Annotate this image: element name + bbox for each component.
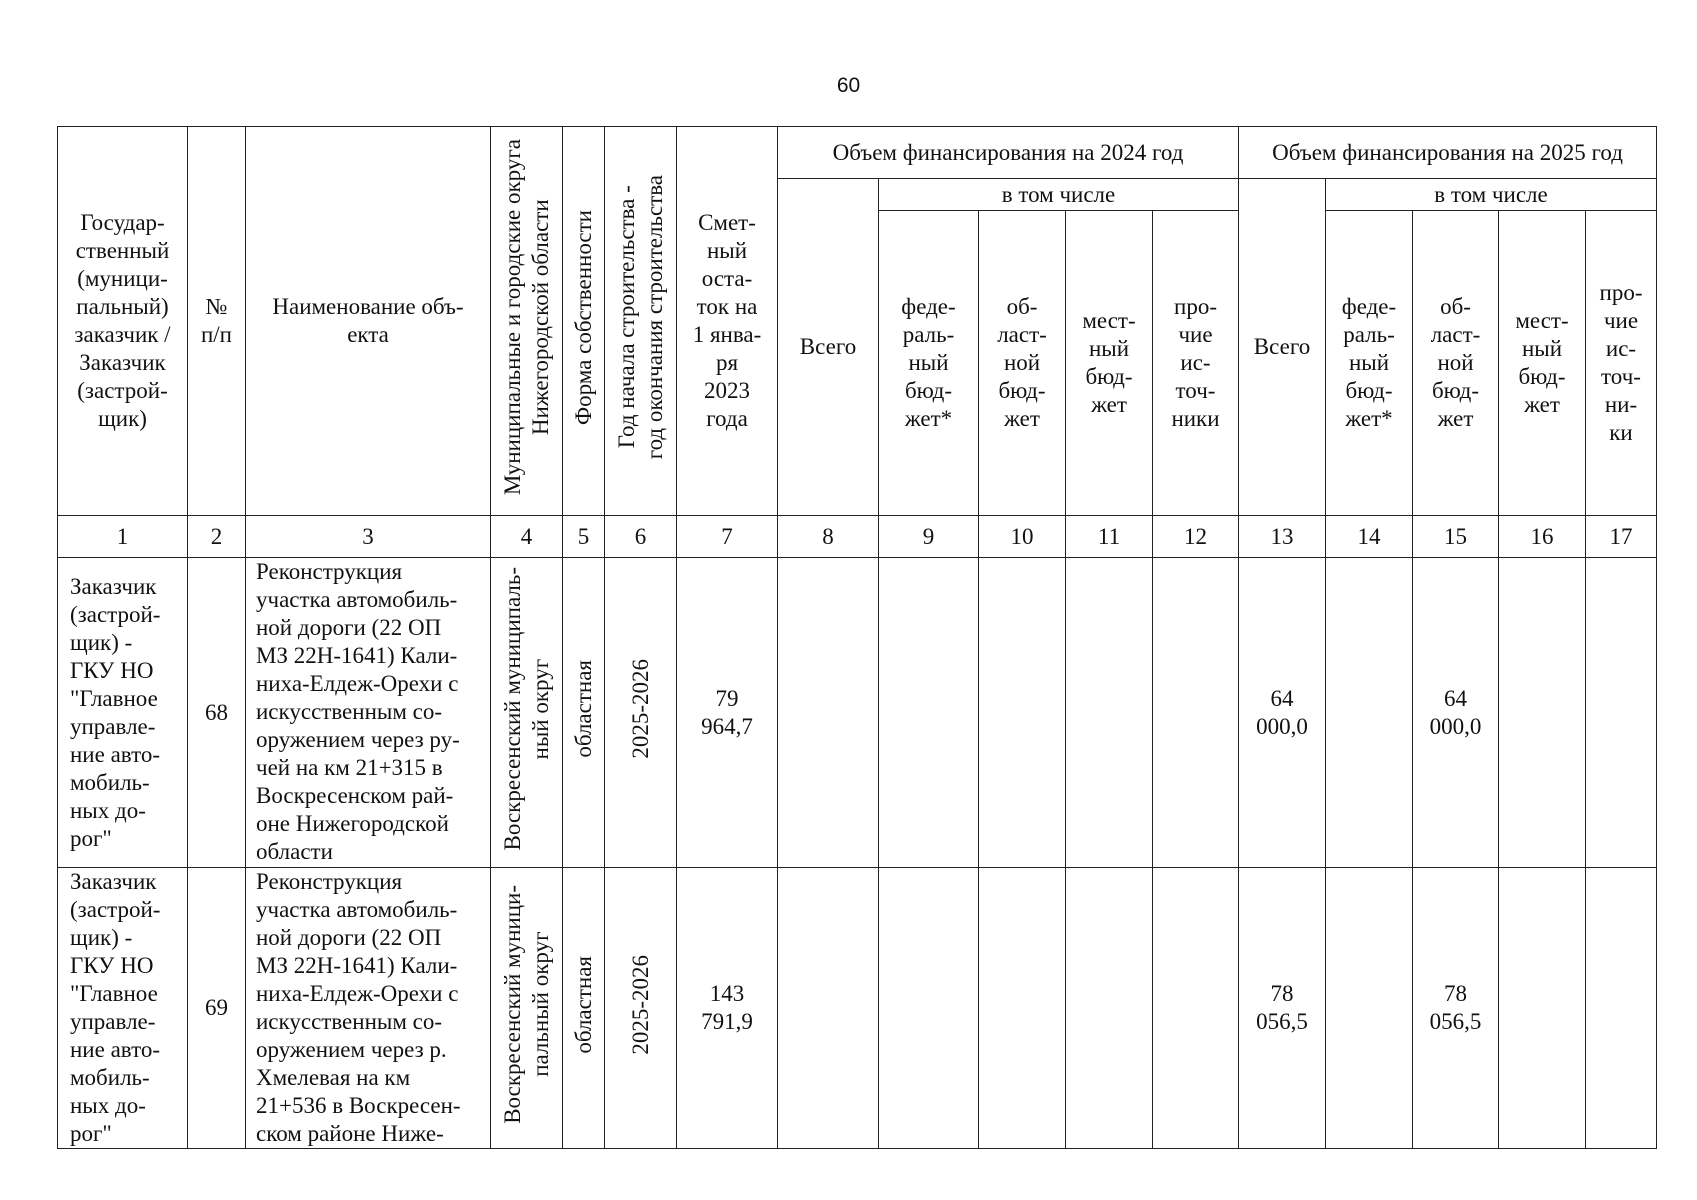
col-number: 16 — [1499, 516, 1586, 558]
row-num: 68 — [188, 558, 246, 868]
header-total-2025: Всего — [1239, 179, 1326, 516]
row-local-2025 — [1499, 868, 1586, 1149]
header-ownership: Форма собственности — [563, 127, 605, 516]
row-federal-2024 — [879, 868, 979, 1149]
row-regional-2024 — [979, 558, 1066, 868]
col-number: 6 — [605, 516, 677, 558]
header-customer: Государ- ственный (муници- пальный) заказчик / Заказчик (застрой- щик) — [58, 127, 188, 516]
col-number: 11 — [1066, 516, 1153, 558]
row-customer: Заказчик (застрой- щик) - ГКУ НО "Главное управле- ние авто- мобиль- ных до- рог" — [58, 558, 188, 868]
table-row — [58, 868, 1657, 1149]
row-total-2024 — [778, 868, 879, 1149]
row-regional-2025: 78 056,5 — [1413, 868, 1499, 1149]
table-row — [58, 558, 1657, 868]
header-including-2024: в том числе — [879, 179, 1239, 211]
financing-table — [57, 126, 1657, 1149]
col-number: 12 — [1153, 516, 1239, 558]
header-years: Год начала строительства - год окончания строительства — [605, 127, 677, 516]
row-years: 2025-2026 — [605, 558, 677, 868]
col-number: 4 — [491, 516, 563, 558]
header-other-2024: про- чие ис- точ- ники — [1153, 211, 1239, 516]
row-total-2025: 78 056,5 — [1239, 868, 1326, 1149]
row-municipality: Воскресенский муници- пальный округ — [491, 868, 563, 1149]
column-number-row — [58, 516, 1657, 558]
header-local-2025: мест- ный бюд- жет — [1499, 211, 1586, 516]
col-number: 5 — [563, 516, 605, 558]
col-number: 10 — [979, 516, 1066, 558]
header-total-2024: Всего — [778, 179, 879, 516]
header-other-2025: про- чие ис- точ- ни- ки — [1586, 211, 1657, 516]
col-number: 8 — [778, 516, 879, 558]
col-number: 15 — [1413, 516, 1499, 558]
col-number: 13 — [1239, 516, 1326, 558]
row-other-2024 — [1153, 558, 1239, 868]
row-regional-2024 — [979, 868, 1066, 1149]
row-other-2024 — [1153, 868, 1239, 1149]
row-local-2025 — [1499, 558, 1586, 868]
row-estimate: 79 964,7 — [677, 558, 778, 868]
header-estimate: Смет- ный оста- ток на 1 янва- ря 2023 года — [677, 127, 778, 516]
row-customer: Заказчик (застрой- щик) - ГКУ НО "Главное управле- ние авто- мобиль- ных до- рог" — [58, 868, 188, 1149]
header-num: № п/п — [188, 127, 246, 516]
row-federal-2025 — [1326, 558, 1413, 868]
header-funding-2025: Объем финансирования на 2025 год — [1239, 127, 1657, 179]
row-years: 2025-2026 — [605, 868, 677, 1149]
col-number: 9 — [879, 516, 979, 558]
row-other-2025 — [1586, 558, 1657, 868]
header-federal-2024: феде- раль- ный бюд- жет* — [879, 211, 979, 516]
row-municipality: Воскресенский муниципаль- ный округ — [491, 558, 563, 868]
row-local-2024 — [1066, 868, 1153, 1149]
row-estimate: 143 791,9 — [677, 868, 778, 1149]
header-regional-2024: об- ласт- ной бюд- жет — [979, 211, 1066, 516]
header-object-name: Наименование объ- екта — [246, 127, 491, 516]
col-number: 2 — [188, 516, 246, 558]
header-including-2025: в том числе — [1326, 179, 1657, 211]
col-number: 3 — [246, 516, 491, 558]
row-total-2024 — [778, 558, 879, 868]
header-federal-2025: феде- раль- ный бюд- жет* — [1326, 211, 1413, 516]
row-object-name: Реконструкция участка автомобиль- ной дороги (22 ОП МЗ 22Н-1641) Кали- ниха-Елдеж-Орехи с искусственным со- оружением через р. Хмелевая на км 21+536 в Воскресен- ском районе Ниже- — [246, 868, 491, 1149]
row-other-2025 — [1586, 868, 1657, 1149]
row-local-2024 — [1066, 558, 1153, 868]
row-num: 69 — [188, 868, 246, 1149]
row-object-name: Реконструкция участка автомобиль- ной дороги (22 ОП МЗ 22Н-1641) Кали- ниха-Елдеж-Орехи с искусственным со- оружением через ру- чей на км 21+315 в Воскресенском рай- оне Нижегородской области — [246, 558, 491, 868]
header-funding-2024: Объем финансирования на 2024 год — [778, 127, 1239, 179]
row-total-2025: 64 000,0 — [1239, 558, 1326, 868]
col-number: 14 — [1326, 516, 1413, 558]
col-number: 7 — [677, 516, 778, 558]
page-number: 60 — [836, 74, 861, 97]
row-ownership: областная — [563, 868, 605, 1149]
header-municipality: Муниципальные и городские округа Нижегородской области — [491, 127, 563, 516]
header-regional-2025: об- ласт- ной бюд- жет — [1413, 211, 1499, 516]
col-number: 17 — [1586, 516, 1657, 558]
row-federal-2024 — [879, 558, 979, 868]
col-number: 1 — [58, 516, 188, 558]
row-federal-2025 — [1326, 868, 1413, 1149]
row-ownership: областная — [563, 558, 605, 868]
row-regional-2025: 64 000,0 — [1413, 558, 1499, 868]
header-local-2024: мест- ный бюд- жет — [1066, 211, 1153, 516]
